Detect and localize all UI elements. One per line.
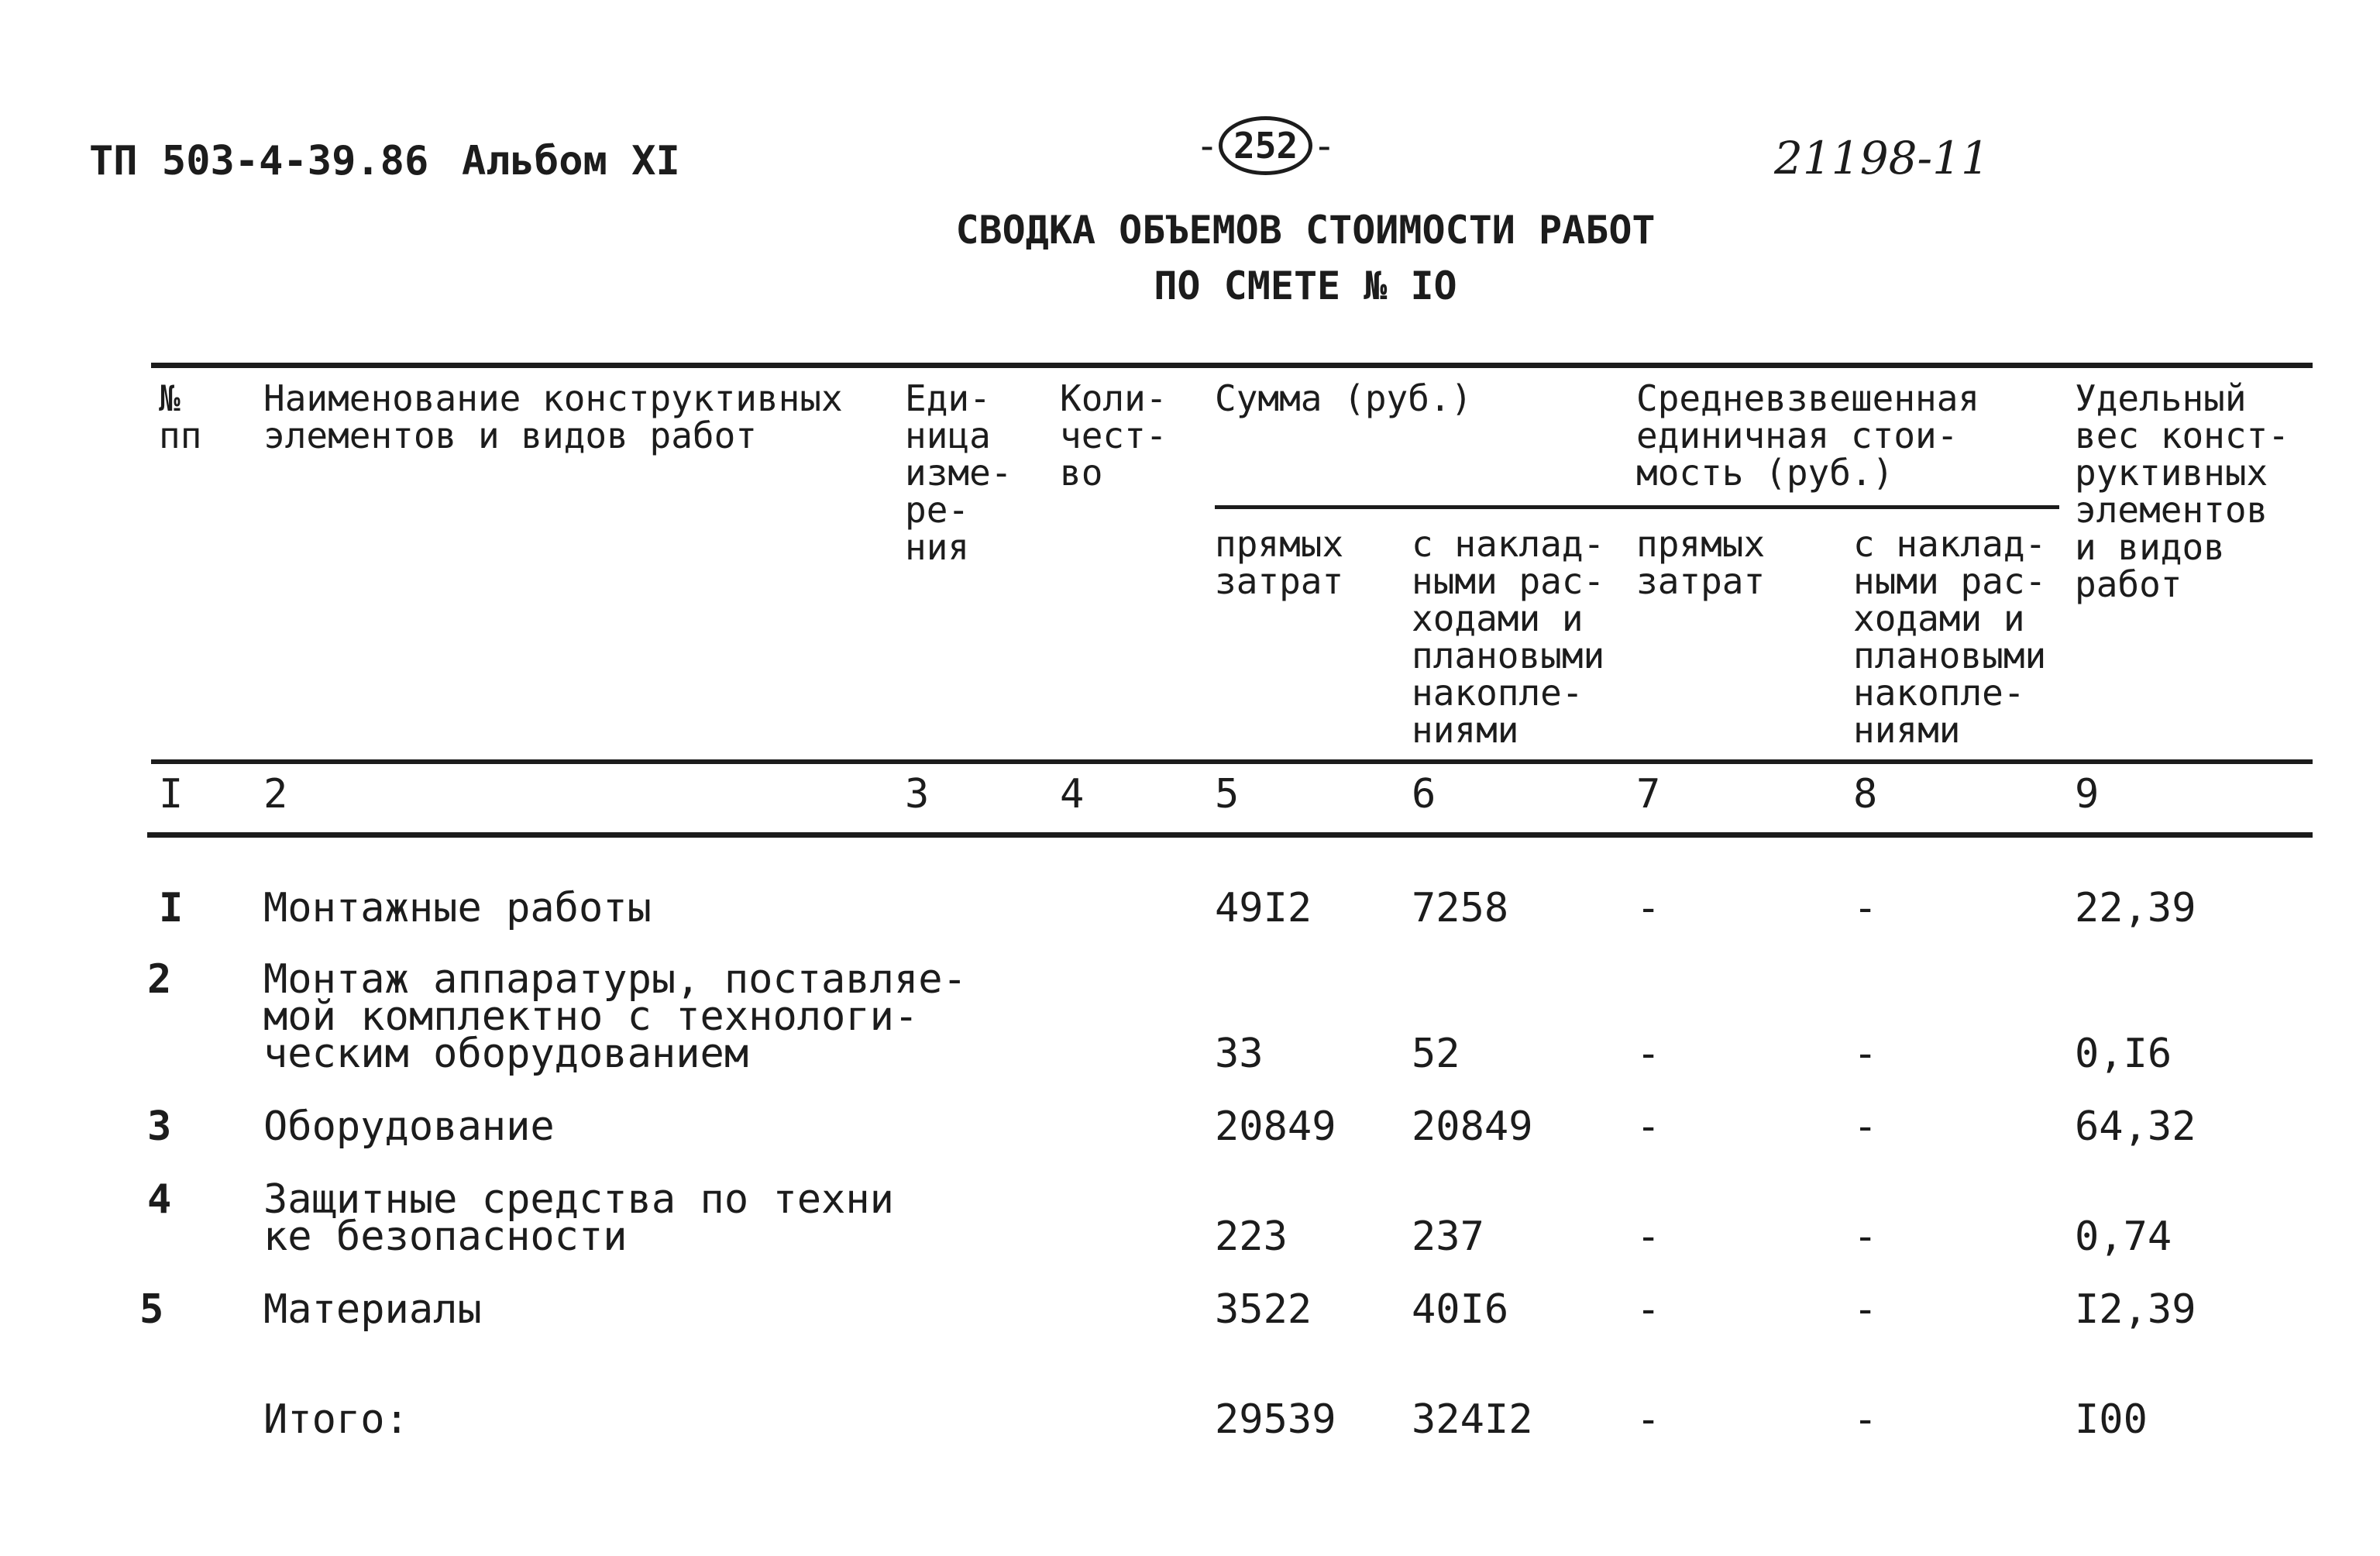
row5-name: Материалы — [263, 1286, 482, 1333]
header-avg-overhead: с наклад- ными рас- ходами и плановыми накопле- ниями — [1853, 523, 2047, 751]
row2-sum-overhead: 52 — [1412, 1031, 1460, 1077]
row3-avg-direct: - — [1636, 1103, 1661, 1150]
total-sum-overhead: 324I2 — [1412, 1396, 1533, 1443]
row5-sum-direct: 3522 — [1215, 1286, 1312, 1333]
table-top-rule — [151, 363, 2313, 368]
document-number: 21198-11 — [1774, 132, 1990, 184]
row5-sum-overhead: 40I6 — [1412, 1286, 1509, 1333]
header-sum: Сумма (руб.) — [1215, 377, 1473, 419]
document-code: ТП 503-4-39.86 — [89, 138, 429, 184]
row2-weight: 0,I6 — [2075, 1031, 2172, 1077]
total-weight: I00 — [2075, 1396, 2148, 1443]
total-avg-overhead: - — [1853, 1396, 1878, 1443]
row4-num: 4 — [147, 1176, 172, 1223]
header-avg-direct: прямых затрат — [1636, 523, 1766, 602]
header-unit: Еди- ница изме- ре- ния — [905, 377, 1013, 568]
row4-sum-direct: 223 — [1215, 1213, 1288, 1260]
sum-subheader-rule — [1215, 505, 2059, 509]
row2-sum-direct: 33 — [1215, 1031, 1264, 1077]
column-number-9: 9 — [2075, 771, 2100, 818]
column-number-3: 3 — [905, 771, 930, 818]
row4-avg-direct: - — [1636, 1213, 1661, 1260]
column-number-2: 2 — [263, 771, 288, 818]
header-qty: Коли- чест- во — [1060, 377, 1168, 494]
row3-num: 3 — [147, 1103, 172, 1150]
row1-sum-overhead: 7258 — [1412, 885, 1509, 931]
album-label: Альбом XI — [462, 138, 680, 184]
row4-weight: 0,74 — [2075, 1213, 2172, 1260]
column-number-7: 7 — [1636, 771, 1661, 818]
row5-num: 5 — [139, 1286, 164, 1333]
page-title: СВОДКА ОБЪЕМОВ СТОИМОСТИ РАБОТ — [955, 208, 1656, 253]
row3-weight: 64,32 — [2075, 1103, 2196, 1150]
header-num: № пп — [159, 377, 202, 456]
total-avg-direct: - — [1636, 1396, 1661, 1443]
row5-weight: I2,39 — [2075, 1286, 2196, 1333]
page-dash-left: - — [1195, 123, 1219, 168]
page-number-block — [1195, 116, 1336, 175]
row2-avg-overhead: - — [1853, 1031, 1878, 1077]
page-dash-right: - — [1312, 123, 1336, 168]
row1-sum-direct: 49I2 — [1215, 885, 1312, 931]
row5-avg-direct: - — [1636, 1286, 1661, 1333]
column-numbers-bottom-rule — [147, 832, 2313, 838]
row1-avg-overhead: - — [1853, 885, 1878, 931]
row1-avg-direct: - — [1636, 885, 1661, 931]
column-number-1: I — [159, 771, 184, 818]
row5-avg-overhead: - — [1853, 1286, 1878, 1333]
column-number-6: 6 — [1412, 771, 1436, 818]
row1-name: Монтажные работы — [263, 885, 652, 931]
page-number: 252 — [1219, 116, 1312, 175]
header-sum-overhead: с наклад- ными рас- ходами и плановыми накопле- ниями — [1412, 523, 1605, 751]
row3-name: Оборудование — [263, 1103, 555, 1150]
total-label: Итого: — [263, 1396, 409, 1443]
row4-name: Защитные средства по техни ке безопасности — [263, 1176, 894, 1260]
row2-num: 2 — [147, 956, 172, 1003]
header-bottom-rule — [151, 759, 2313, 764]
row1-num: I — [159, 885, 184, 931]
row3-sum-overhead: 20849 — [1412, 1103, 1533, 1150]
page-subtitle: ПО СМЕТЕ № IO — [1154, 263, 1457, 308]
column-number-4: 4 — [1060, 771, 1085, 818]
column-number-8: 8 — [1853, 771, 1878, 818]
row4-avg-overhead: - — [1853, 1213, 1878, 1260]
total-sum-direct: 29539 — [1215, 1396, 1336, 1443]
header-name: Наименование конструктивных элементов и видов работ — [263, 377, 843, 456]
column-number-5: 5 — [1215, 771, 1240, 818]
row4-sum-overhead: 237 — [1412, 1213, 1484, 1260]
header-sum-direct: прямых затрат — [1215, 523, 1344, 602]
header-weight: Удельный вес конст- руктивных элементов и видов работ — [2075, 377, 2289, 605]
row3-sum-direct: 20849 — [1215, 1103, 1336, 1150]
row3-avg-overhead: - — [1853, 1103, 1878, 1150]
header-avg: Средневзвешенная единичная стои- мость (руб.) — [1636, 377, 1980, 494]
row2-name: Монтаж аппаратуры, поставляе- мой комплектно с технологи- ческим оборудованием — [263, 956, 967, 1077]
row2-avg-direct: - — [1636, 1031, 1661, 1077]
row1-weight: 22,39 — [2075, 885, 2196, 931]
